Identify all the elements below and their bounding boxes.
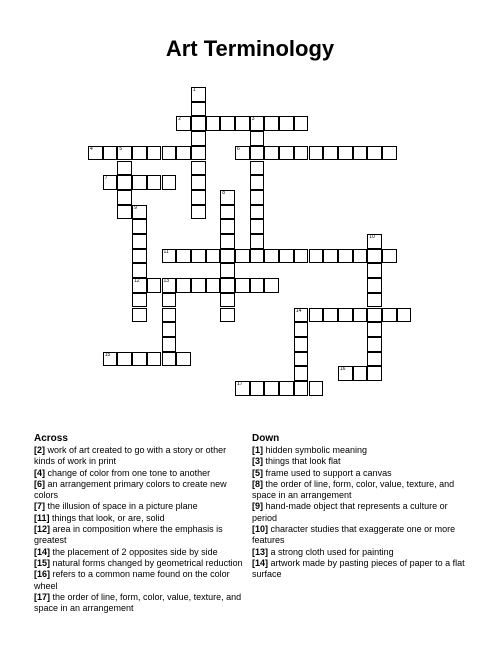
cell-number: 2 — [178, 116, 181, 123]
grid-cell[interactable] — [132, 234, 147, 249]
grid-cell[interactable] — [191, 146, 206, 161]
clue-number: [10] — [252, 524, 269, 535]
cell-number: 14 — [295, 307, 302, 314]
grid-cell[interactable] — [235, 278, 250, 293]
grid-cell[interactable] — [132, 278, 147, 293]
grid-cell[interactable] — [117, 146, 132, 161]
grid-cell[interactable] — [367, 234, 382, 249]
clue-text: things that look flat — [263, 456, 341, 467]
clue-number: [9] — [252, 501, 263, 512]
grid-cell[interactable] — [206, 116, 221, 131]
clue-number: [11] — [34, 512, 50, 523]
grid-cell[interactable] — [353, 366, 368, 381]
clue-number: [13] — [252, 546, 269, 557]
grid-cell[interactable] — [264, 249, 279, 264]
grid-cell[interactable] — [132, 263, 147, 278]
grid-cell[interactable] — [220, 263, 235, 278]
cell-number: 4 — [90, 145, 93, 152]
clue-number: [4] — [34, 467, 45, 478]
grid-cell[interactable] — [191, 190, 206, 205]
grid-cell[interactable] — [132, 205, 147, 220]
down-clue — [252, 501, 468, 524]
puzzle-title: Art Terminology — [165, 36, 335, 61]
grid-cell[interactable] — [235, 381, 250, 396]
down-heading: Down — [252, 433, 280, 444]
grid-cell[interactable] — [397, 308, 412, 323]
grid-cell[interactable] — [367, 337, 382, 352]
clue-text: hidden symbolic meaning — [263, 445, 368, 455]
grid-cell[interactable] — [162, 322, 177, 337]
clue-number: [6] — [34, 478, 45, 489]
grid-cell[interactable] — [147, 175, 162, 190]
grid-cell[interactable] — [147, 278, 162, 293]
grid-cell[interactable] — [279, 116, 294, 131]
down-clue — [252, 445, 468, 456]
down-clue-list — [252, 445, 468, 581]
grid-cell[interactable] — [294, 249, 309, 264]
grid-cell[interactable] — [206, 249, 221, 264]
across-heading: Across — [34, 433, 68, 444]
cell-number: 15 — [104, 351, 111, 358]
grid-cell[interactable] — [162, 352, 177, 367]
grid-cell[interactable] — [191, 131, 206, 146]
cell-number: 8 — [222, 189, 226, 196]
grid-cell[interactable] — [382, 249, 397, 264]
cell-number: 6 — [237, 145, 240, 152]
grid-cell[interactable] — [367, 366, 382, 381]
grid-cell[interactable] — [162, 249, 177, 264]
grid-cell[interactable] — [250, 249, 265, 264]
across-clue — [34, 547, 246, 558]
grid-cell[interactable] — [294, 366, 309, 381]
grid-cell[interactable] — [353, 146, 368, 161]
cell-number: 5 — [119, 145, 123, 152]
grid-cell[interactable] — [132, 308, 147, 323]
down-clue — [252, 524, 468, 547]
cell-number: 9 — [134, 204, 137, 211]
grid-cell[interactable] — [103, 146, 118, 161]
grid-cell[interactable] — [367, 322, 382, 337]
grid-cell[interactable] — [235, 249, 250, 264]
grid-cell[interactable] — [117, 205, 132, 220]
grid-cell[interactable] — [191, 249, 206, 264]
grid-cell[interactable] — [250, 175, 265, 190]
grid-cell[interactable] — [294, 116, 309, 131]
grid-cell[interactable] — [250, 146, 265, 161]
grid-cell[interactable] — [294, 308, 309, 323]
grid-cell[interactable] — [250, 116, 265, 131]
cell-number: 13 — [163, 278, 170, 285]
grid-cell[interactable] — [235, 146, 250, 161]
grid-cell[interactable] — [250, 278, 265, 293]
grid-cell[interactable] — [176, 278, 191, 293]
down-clue — [252, 479, 468, 502]
grid-cell[interactable] — [279, 249, 294, 264]
grid-cell[interactable] — [323, 146, 338, 161]
grid-cell[interactable] — [88, 146, 103, 161]
clue-number: [1] — [252, 445, 263, 455]
across-clue — [34, 592, 246, 615]
grid-cell[interactable] — [367, 146, 382, 161]
grid-cell[interactable] — [367, 278, 382, 293]
grid-cell[interactable] — [220, 116, 235, 131]
grid-cell[interactable] — [220, 293, 235, 308]
grid-cell[interactable] — [338, 146, 353, 161]
clue-number: [8] — [252, 478, 263, 489]
grid-cell[interactable] — [323, 249, 338, 264]
clue-number: [5] — [252, 467, 263, 478]
grid-cell[interactable] — [176, 116, 191, 131]
clue-number: [16] — [34, 569, 51, 580]
clue-text: natural forms changed by geometrical reduction — [50, 557, 243, 568]
grid-cell[interactable] — [294, 381, 309, 396]
clue-text: refers to a common name found on the color wheel — [34, 569, 230, 591]
cell-number: 7 — [104, 175, 108, 182]
clue-text: a strong cloth used for painting — [268, 546, 394, 557]
grid-cell[interactable] — [309, 308, 324, 323]
clue-text: the order of line, form, color, value, texture, and space in an arrangement — [34, 591, 242, 614]
down-clue — [252, 547, 468, 558]
clue-text: hand-made object that represents a culture or period — [252, 501, 448, 523]
grid-cell[interactable] — [264, 381, 279, 396]
clue-text: things that look, or are, solid — [49, 512, 165, 523]
grid-cell[interactable] — [367, 293, 382, 308]
grid-cell[interactable] — [191, 87, 206, 102]
grid-cell[interactable] — [279, 146, 294, 161]
cell-number: 17 — [237, 381, 243, 387]
clue-text: work of art created to go with a story or other kinds of work in print — [34, 445, 227, 467]
grid-cell[interactable] — [132, 219, 147, 234]
clue-number: [14] — [34, 546, 51, 557]
across-clues — [34, 433, 246, 614]
grid-cell[interactable] — [162, 337, 177, 352]
grid-cell[interactable] — [353, 308, 368, 323]
clue-text: an arrangement primary colors to create new colors — [34, 478, 227, 501]
cell-number: 11 — [163, 248, 169, 255]
grid-cell[interactable] — [117, 175, 132, 190]
grid-cell[interactable] — [132, 249, 147, 264]
grid-cell[interactable] — [264, 278, 279, 293]
grid-cell[interactable] — [264, 146, 279, 161]
across-clue — [34, 501, 246, 512]
grid-cell[interactable] — [191, 175, 206, 190]
clue-text: the placement of 2 opposites side by side — [50, 546, 218, 557]
grid-cell[interactable] — [117, 190, 132, 205]
grid-cell[interactable] — [103, 175, 118, 190]
grid-cell[interactable] — [294, 322, 309, 337]
across-clue — [34, 513, 246, 524]
grid-cell[interactable] — [309, 381, 324, 396]
clue-number: [3] — [252, 456, 263, 467]
grid-cell[interactable] — [250, 131, 265, 146]
down-clue — [252, 558, 468, 581]
clue-text: character studies that exaggerate one or more features — [252, 524, 456, 546]
grid-cell[interactable] — [220, 190, 235, 205]
grid-cell[interactable] — [382, 146, 397, 161]
grid-cell[interactable] — [191, 116, 206, 131]
clue-text: frame used to support a canvas — [263, 467, 392, 478]
down-clues — [252, 433, 468, 581]
clue-text: change of color from one tone to another — [45, 467, 211, 478]
grid-cell[interactable] — [220, 205, 235, 220]
across-clue — [34, 524, 246, 547]
grid-cell[interactable] — [279, 381, 294, 396]
clue-number: [2] — [34, 445, 45, 455]
down-clue — [252, 468, 468, 479]
grid-cell[interactable] — [367, 263, 382, 278]
across-clue — [34, 445, 246, 468]
cell-number: 3 — [251, 116, 255, 123]
grid-cell[interactable] — [162, 175, 177, 190]
grid-cell[interactable] — [323, 308, 338, 323]
grid-cell[interactable] — [132, 352, 147, 367]
grid-cell[interactable] — [294, 337, 309, 352]
across-clue — [34, 468, 246, 479]
cell-number: 12 — [134, 278, 140, 285]
clue-number: [12] — [34, 524, 51, 535]
grid-cell[interactable] — [338, 366, 353, 381]
grid-cell[interactable] — [162, 308, 177, 323]
cell-number: 10 — [369, 234, 375, 240]
grid-cell[interactable] — [191, 102, 206, 117]
clue-text: area in composition where the emphasis is greatest — [34, 524, 223, 546]
grid-cell[interactable] — [367, 249, 382, 264]
clue-text: the order of line, form, color, value, texture, and space in an arrangement — [252, 478, 455, 501]
cell-number: 16 — [339, 366, 346, 373]
grid-cell[interactable] — [162, 146, 177, 161]
cell-number: 1 — [192, 87, 196, 93]
clue-number: [17] — [34, 591, 51, 602]
grid-cell[interactable] — [250, 161, 265, 176]
grid-cell[interactable] — [367, 352, 382, 367]
grid-cell[interactable] — [309, 249, 324, 264]
grid-cell[interactable] — [250, 190, 265, 205]
grid-cell[interactable] — [338, 249, 353, 264]
grid-cell[interactable] — [176, 352, 191, 367]
grid-cell[interactable] — [162, 293, 177, 308]
grid-cell[interactable] — [220, 308, 235, 323]
grid-cell[interactable] — [264, 116, 279, 131]
across-clue — [34, 569, 246, 592]
grid-cell[interactable] — [191, 161, 206, 176]
clue-number: [15] — [34, 557, 51, 568]
grid-cell[interactable] — [191, 205, 206, 220]
clue-number: [14] — [252, 557, 269, 568]
grid-cell[interactable] — [132, 175, 147, 190]
grid-cell[interactable] — [250, 234, 265, 249]
across-clue-list — [34, 445, 246, 614]
grid-cell[interactable] — [220, 278, 235, 293]
grid-cell[interactable] — [147, 146, 162, 161]
grid-cell[interactable] — [132, 293, 147, 308]
grid-cell[interactable] — [132, 146, 147, 161]
grid-cell[interactable] — [250, 381, 265, 396]
grid-cell[interactable] — [117, 352, 132, 367]
grid-cell[interactable] — [309, 146, 324, 161]
grid-cell[interactable] — [162, 278, 177, 293]
grid-cell[interactable] — [367, 308, 382, 323]
grid-cell[interactable] — [103, 352, 118, 367]
grid-cell[interactable] — [147, 352, 162, 367]
clue-number: [7] — [34, 501, 45, 512]
clue-text: the illusion of space in a picture plane — [45, 501, 198, 512]
grid-cell[interactable] — [294, 352, 309, 367]
grid-cell[interactable] — [117, 161, 132, 176]
grid-cell[interactable] — [235, 116, 250, 131]
grid-cell[interactable] — [191, 278, 206, 293]
grid-cell[interactable] — [220, 234, 235, 249]
grid-cell[interactable] — [250, 219, 265, 234]
grid-cell[interactable] — [176, 146, 191, 161]
grid-cell[interactable] — [250, 205, 265, 220]
grid-cell[interactable] — [353, 249, 368, 264]
down-clue — [252, 456, 468, 467]
clue-text: artwork made by pasting pieces of paper to a flat surface — [252, 557, 465, 580]
grid-cell[interactable] — [206, 278, 221, 293]
grid-cell[interactable] — [220, 249, 235, 264]
grid-cell[interactable] — [176, 249, 191, 264]
grid-cell[interactable] — [338, 308, 353, 323]
across-clue — [34, 479, 246, 502]
grid-cell[interactable] — [220, 219, 235, 234]
across-clue — [34, 558, 246, 569]
grid-cell[interactable] — [382, 308, 397, 323]
grid-cell[interactable] — [294, 146, 309, 161]
